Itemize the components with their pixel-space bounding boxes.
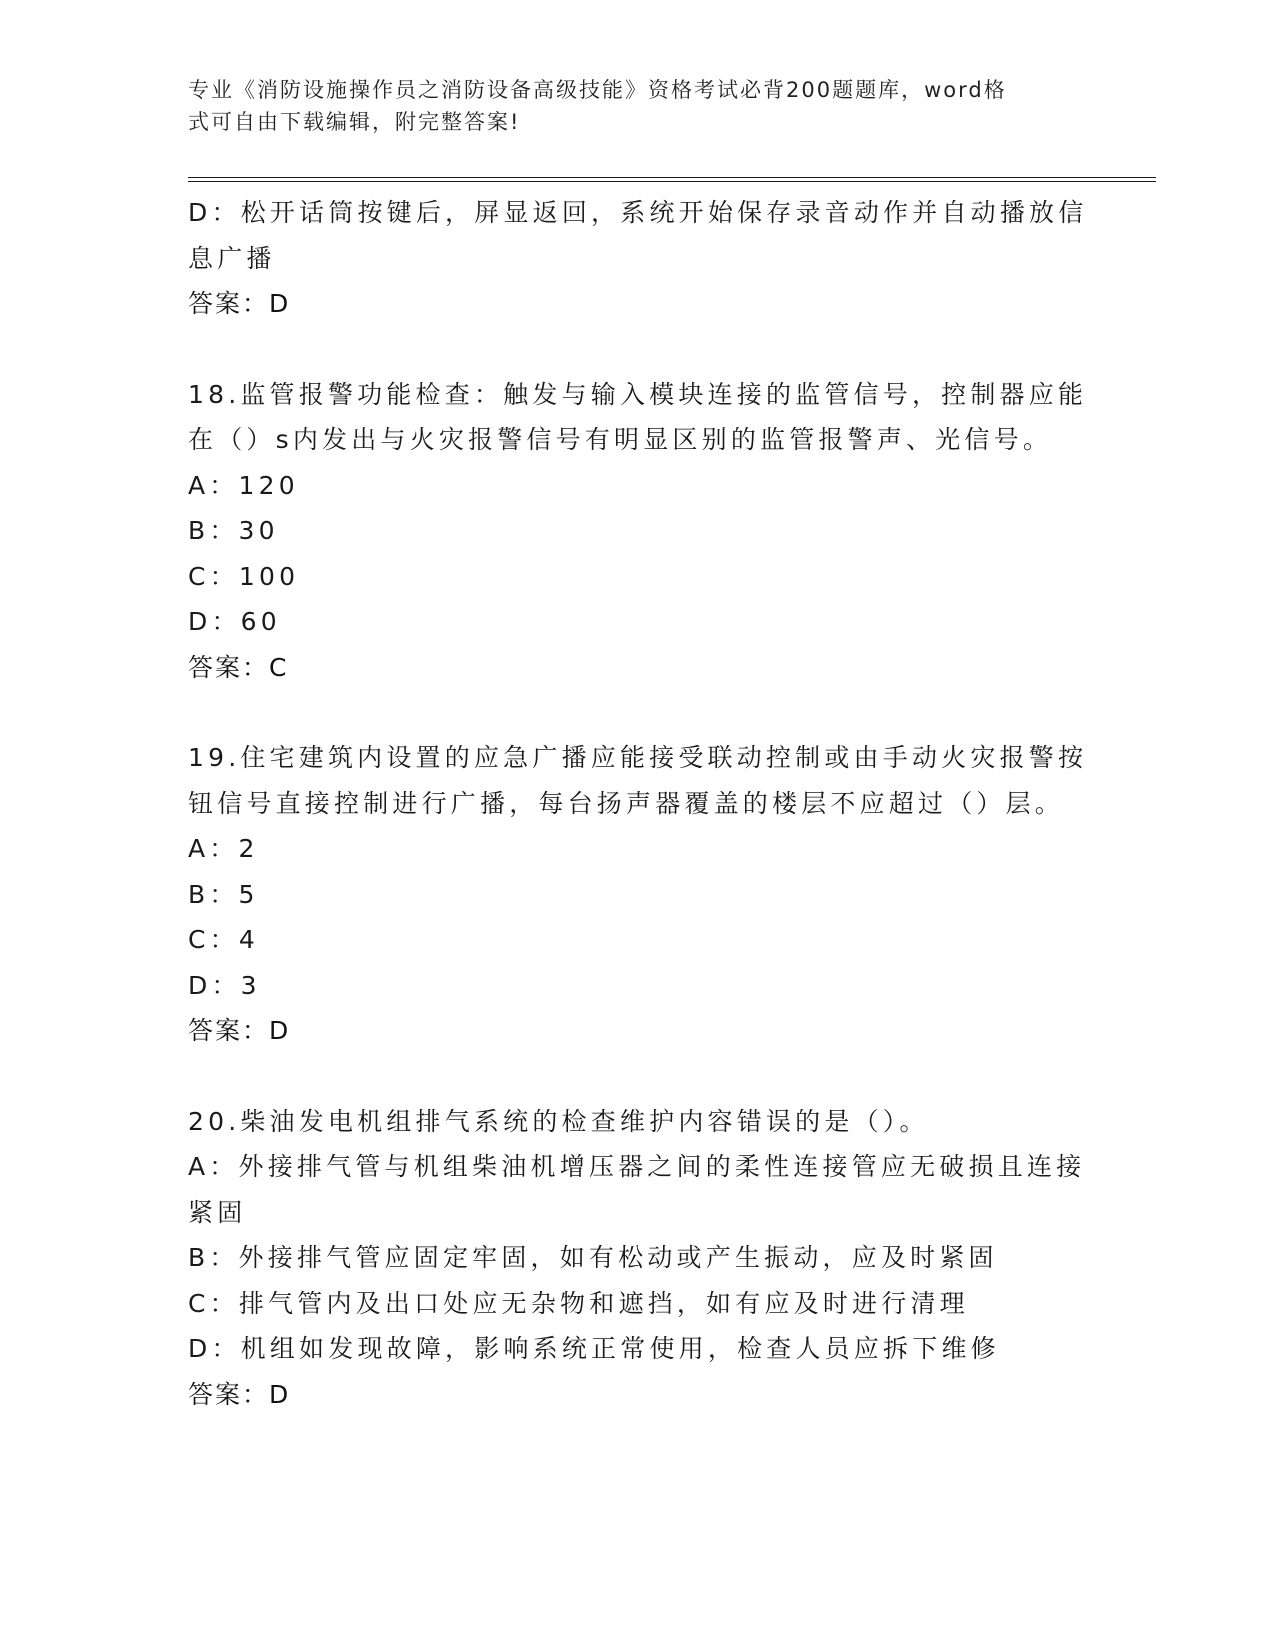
option-d-continuation: 息广播 xyxy=(188,243,276,273)
continued-question xyxy=(188,190,1088,327)
header-title-line-1: 专业《消防设施操作员之消防设备高级技能》资格考试必背200题题库，word格 xyxy=(188,78,1007,102)
question-gap xyxy=(188,690,1088,735)
option-c: C：排气管内及出口处应无杂物和遮挡，如有应及时进行清理 xyxy=(188,1288,969,1318)
answer-line: 答案：C xyxy=(188,652,289,682)
option-a: A：外接排气管与机组柴油机增压器之间的柔性连接管应无破损且连接 xyxy=(188,1152,1086,1181)
question-19 xyxy=(188,735,1088,1054)
question-gap xyxy=(188,327,1088,372)
option-c: C：4 xyxy=(188,925,259,954)
question-stem-continuation: 在（）s内发出与火灾报警信号有明显区别的监管报警声、光信号。 xyxy=(188,425,1053,454)
header-double-rule xyxy=(188,177,1156,182)
option-a: A：2 xyxy=(188,834,259,863)
question-gap xyxy=(188,1054,1088,1099)
option-a: A：120 xyxy=(188,470,299,500)
question-content xyxy=(188,190,1088,1417)
question-stem: 18.监管报警功能检查：触发与输入模块连接的监管信号，控制器应能 xyxy=(188,379,1088,409)
option-b: B：外接排气管应固定牢固，如有松动或产生振动，应及时紧固 xyxy=(188,1243,998,1272)
option-d: D：3 xyxy=(188,970,261,1000)
answer-line: 答案：D xyxy=(188,1379,291,1409)
option-d: D：松开话筒按键后，屏显返回，系统开始保存录音动作并自动播放信 xyxy=(188,198,1088,227)
question-stem: 20.柴油发电机组排气系统的检查维护内容错误的是（）。 xyxy=(188,1106,929,1136)
option-d: D：机组如发现故障，影响系统正常使用，检查人员应拆下维修 xyxy=(188,1334,1000,1363)
document-header xyxy=(188,74,1068,138)
option-c: C：100 xyxy=(188,561,300,591)
option-b: B：30 xyxy=(188,516,279,545)
question-18 xyxy=(188,372,1088,691)
option-a-continuation: 紧固 xyxy=(188,1197,247,1227)
answer-line: 答案：D xyxy=(188,289,291,318)
answer-line: 答案：D xyxy=(188,1016,291,1045)
option-b: B：5 xyxy=(188,879,259,909)
header-title-line-2: 式可自由下载编辑，附完整答案! xyxy=(188,110,521,134)
question-stem: 19.住宅建筑内设置的应急广播应能接受联动控制或由手动火灾报警按 xyxy=(188,743,1088,772)
option-d: D：60 xyxy=(188,607,281,636)
question-stem-continuation: 钮信号直接控制进行广播，每台扬声器覆盖的楼层不应超过（）层。 xyxy=(188,788,1065,818)
question-20 xyxy=(188,1099,1088,1418)
